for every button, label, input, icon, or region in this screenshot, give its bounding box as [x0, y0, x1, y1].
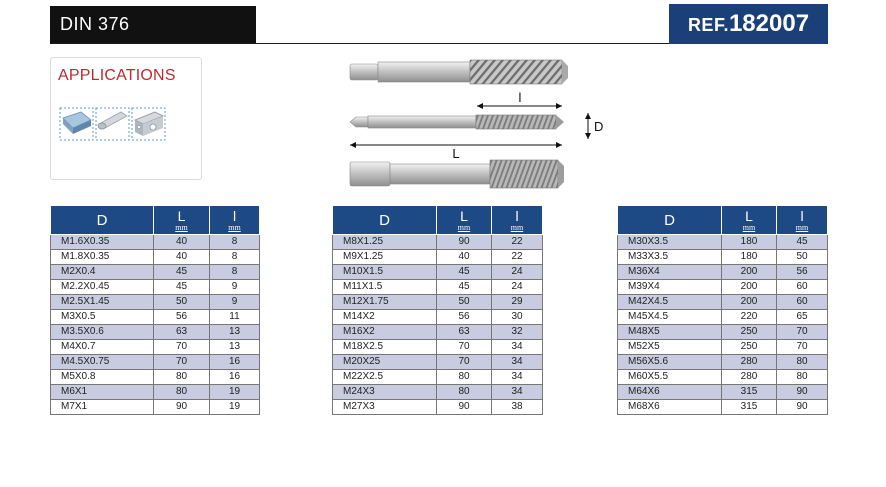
table-row: [51, 295, 260, 310]
length-total-cell: 40: [154, 250, 210, 265]
reference-badge: [669, 4, 828, 44]
thread-size-cell: M10X1.5: [333, 265, 437, 280]
label-l-big: L: [452, 146, 460, 161]
table-row: [333, 370, 543, 385]
length-total-cell: 80: [154, 370, 210, 385]
thread-length-cell: 34: [492, 340, 543, 355]
thread-size-cell: M6X1: [51, 385, 154, 400]
table-row: [333, 280, 543, 295]
header-l: l mm: [492, 206, 543, 235]
thread-length-cell: 24: [492, 280, 543, 295]
thread-size-cell: M39X4: [618, 280, 722, 295]
table-row: [618, 355, 828, 370]
header-l: l mm: [210, 206, 260, 235]
flat-plate-icon: [60, 108, 93, 140]
thread-size-cell: M22X2.5: [333, 370, 437, 385]
length-total-cell: 40: [154, 235, 210, 250]
length-total-cell: 90: [437, 235, 492, 250]
length-total-cell: 250: [722, 340, 777, 355]
length-total-cell: 56: [154, 310, 210, 325]
thread-length-cell: 38: [492, 400, 543, 415]
thread-size-cell: M60X5.5: [618, 370, 722, 385]
table-row: [618, 325, 828, 340]
tap-drawing: [340, 52, 630, 197]
table-row: [618, 265, 828, 280]
table-row: [51, 400, 260, 415]
header-L: L mm: [437, 206, 492, 235]
spec-table-1: [50, 205, 260, 415]
thread-length-cell: 22: [492, 235, 543, 250]
thread-length-cell: 22: [492, 250, 543, 265]
thread-length-cell: 70: [777, 325, 828, 340]
applications-icons: [59, 106, 169, 147]
length-total-cell: 200: [722, 295, 777, 310]
length-total-cell: 80: [437, 370, 492, 385]
table-row: [333, 325, 543, 340]
length-total-cell: 45: [437, 280, 492, 295]
thread-size-cell: M2.2X0.45: [51, 280, 154, 295]
thread-length-cell: 80: [777, 355, 828, 370]
thread-length-cell: 29: [492, 295, 543, 310]
thread-length-cell: 16: [210, 355, 260, 370]
table-body: [618, 235, 828, 415]
length-total-cell: 280: [722, 355, 777, 370]
table-row: [51, 235, 260, 250]
table-row: [618, 385, 828, 400]
table-row: [618, 295, 828, 310]
header-L: L mm: [722, 206, 777, 235]
thread-size-cell: M4.5X0.75: [51, 355, 154, 370]
length-total-cell: 220: [722, 310, 777, 325]
length-total-cell: 280: [722, 370, 777, 385]
thread-length-cell: 30: [492, 310, 543, 325]
length-total-cell: 180: [722, 250, 777, 265]
length-total-cell: 45: [154, 265, 210, 280]
length-total-cell: 40: [437, 250, 492, 265]
table-row: [333, 385, 543, 400]
length-total-cell: 315: [722, 385, 777, 400]
thread-size-cell: M30X3.5: [618, 235, 722, 250]
thread-length-cell: 70: [777, 340, 828, 355]
thread-size-cell: M11X1.5: [333, 280, 437, 295]
length-total-cell: 90: [154, 400, 210, 415]
length-total-cell: 70: [154, 355, 210, 370]
thread-size-cell: M1.8X0.35: [51, 250, 154, 265]
length-total-cell: 315: [722, 400, 777, 415]
length-total-cell: 200: [722, 265, 777, 280]
thread-length-cell: 80: [777, 370, 828, 385]
thread-size-cell: M5X0.8: [51, 370, 154, 385]
header-l: l mm: [777, 206, 828, 235]
table-row: [51, 250, 260, 265]
thread-length-cell: 34: [492, 355, 543, 370]
table-row: [51, 310, 260, 325]
label-l-small: l: [518, 90, 522, 105]
length-total-cell: 50: [437, 295, 492, 310]
length-total-cell: 250: [722, 325, 777, 340]
thread-length-cell: 8: [210, 250, 260, 265]
table-body: [333, 235, 543, 415]
table-row: [333, 265, 543, 280]
length-total-cell: 80: [154, 385, 210, 400]
table-row: [51, 340, 260, 355]
table-row: [333, 340, 543, 355]
thread-length-cell: 60: [777, 280, 828, 295]
length-total-cell: 45: [437, 265, 492, 280]
thread-size-cell: M7X1: [51, 400, 154, 415]
header-L: L mm: [154, 206, 210, 235]
thread-length-cell: 19: [210, 385, 260, 400]
thread-length-cell: 16: [210, 370, 260, 385]
thread-size-cell: M18X2.5: [333, 340, 437, 355]
profile-section-icon: [132, 108, 165, 140]
thread-length-cell: 11: [210, 310, 260, 325]
thread-length-cell: 32: [492, 325, 543, 340]
thread-length-cell: 34: [492, 370, 543, 385]
spec-table-2: [332, 205, 543, 415]
standard-label: DIN 376: [50, 6, 256, 43]
thread-size-cell: M24X3: [333, 385, 437, 400]
ref-prefix: REF.: [687, 15, 729, 35]
table-row: [618, 235, 828, 250]
thread-size-cell: M1.6X0.35: [51, 235, 154, 250]
thread-size-cell: M68X6: [618, 400, 722, 415]
header-d: D: [51, 206, 154, 235]
table-row: [333, 310, 543, 325]
table-row: [618, 370, 828, 385]
thread-size-cell: M33X3.5: [618, 250, 722, 265]
thread-size-cell: M12X1.75: [333, 295, 437, 310]
label-d: D: [594, 119, 604, 134]
applications-card: [50, 57, 202, 180]
round-bar-icon: [96, 108, 129, 140]
thread-size-cell: M2.5X1.45: [51, 295, 154, 310]
thread-size-cell: M48X5: [618, 325, 722, 340]
length-total-cell: 180: [722, 235, 777, 250]
thread-size-cell: M56X5.6: [618, 355, 722, 370]
thread-length-cell: 19: [210, 400, 260, 415]
thread-length-cell: 65: [777, 310, 828, 325]
length-total-cell: 90: [437, 400, 492, 415]
length-total-cell: 50: [154, 295, 210, 310]
length-total-cell: 80: [437, 385, 492, 400]
thread-size-cell: M45X4.5: [618, 310, 722, 325]
header-d: D: [333, 206, 437, 235]
length-total-cell: 70: [437, 355, 492, 370]
thread-size-cell: M3X0.5: [51, 310, 154, 325]
table-row: [51, 325, 260, 340]
thread-size-cell: M3.5X0.6: [51, 325, 154, 340]
thread-size-cell: M8X1.25: [333, 235, 437, 250]
thread-length-cell: 13: [210, 340, 260, 355]
table-row: [618, 250, 828, 265]
table-row: [51, 265, 260, 280]
table-row: [618, 280, 828, 295]
thread-length-cell: 34: [492, 385, 543, 400]
length-total-cell: 70: [154, 340, 210, 355]
table-row: [333, 235, 543, 250]
table-row: [51, 385, 260, 400]
thread-size-cell: M27X3: [333, 400, 437, 415]
thread-length-cell: 45: [777, 235, 828, 250]
thread-length-cell: 90: [777, 385, 828, 400]
thread-length-cell: 50: [777, 250, 828, 265]
table-row: [333, 400, 543, 415]
applications-title: APPLICATIONS: [58, 67, 176, 84]
table-row: [333, 355, 543, 370]
length-total-cell: 200: [722, 280, 777, 295]
length-total-cell: 70: [437, 340, 492, 355]
thread-size-cell: M14X2: [333, 310, 437, 325]
thread-length-cell: 8: [210, 235, 260, 250]
thread-size-cell: M4X0.7: [51, 340, 154, 355]
thread-length-cell: 9: [210, 280, 260, 295]
spiral-tap: [350, 60, 568, 84]
spec-table-3: [617, 205, 828, 415]
thread-length-cell: 9: [210, 295, 260, 310]
table-row: [618, 310, 828, 325]
thread-size-cell: M2X0.4: [51, 265, 154, 280]
thread-size-cell: M16X2: [333, 325, 437, 340]
thread-size-cell: M36X4: [618, 265, 722, 280]
thread-length-cell: 56: [777, 265, 828, 280]
thread-length-cell: 60: [777, 295, 828, 310]
thread-size-cell: M20X25: [333, 355, 437, 370]
length-total-cell: 63: [154, 325, 210, 340]
dimension-d: [585, 113, 591, 139]
thread-size-cell: M42X4.5: [618, 295, 722, 310]
table-row: [618, 400, 828, 415]
table-row: [333, 250, 543, 265]
thread-length-cell: 8: [210, 265, 260, 280]
table-row: [333, 295, 543, 310]
table-row: [51, 355, 260, 370]
header-d: D: [618, 206, 722, 235]
small-tap: [350, 115, 564, 129]
table-row: [618, 340, 828, 355]
table-body: [51, 235, 260, 415]
thread-length-cell: 90: [777, 400, 828, 415]
thread-size-cell: M52X5: [618, 340, 722, 355]
length-total-cell: 63: [437, 325, 492, 340]
length-total-cell: 56: [437, 310, 492, 325]
thread-length-cell: 13: [210, 325, 260, 340]
thread-length-cell: 24: [492, 265, 543, 280]
table-row: [51, 370, 260, 385]
thread-size-cell: M9X1.25: [333, 250, 437, 265]
length-total-cell: 45: [154, 280, 210, 295]
table-row: [51, 280, 260, 295]
straight-tap: [350, 160, 564, 188]
ref-number: 182007: [728, 10, 810, 37]
thread-size-cell: M64X6: [618, 385, 722, 400]
